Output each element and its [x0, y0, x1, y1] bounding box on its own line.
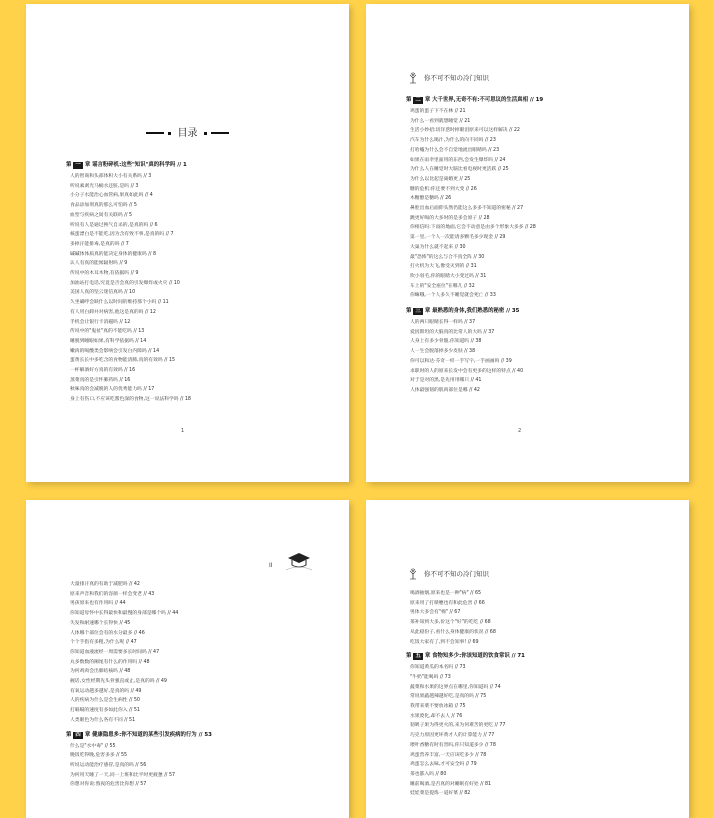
toc-entry: 握话,女性经期先头骨强直或止,是真的吗 // 49 — [70, 679, 167, 685]
toc-entry: 为什么一看到就想睡觉 // 21 — [410, 118, 471, 124]
toc-entry: 韧吸子果为得更火的,来为何难苦的更吃 // 77 — [410, 723, 506, 729]
toc-entry: 听说有人是通过换气自杀的,是真的吗 // 6 — [70, 222, 158, 228]
toc-entry: 你知道母怀中长得最快和最慢的身部是哪个吗 // 44 — [70, 611, 179, 617]
toc-entry: 你可以和达·芬奇一样一手写字,一手画画吗 // 39 — [410, 358, 512, 364]
toc-entry: 从此稳份子,看什么身体健康的状况 // 68 — [410, 629, 496, 635]
toc-entry-list — [406, 107, 679, 301]
toc-entry: 睡脱到睡眼如果,有科学依据吗 // 14 — [70, 338, 147, 344]
toc-entry: 巧克力原因更坏黄才人的计算能力 // 77 — [410, 733, 495, 739]
toc-entry: 打嗝嗝的速度有多如此你入 // 51 — [70, 708, 140, 714]
toc-entry: 我带来菜不要放冰箱 // 75 — [410, 704, 466, 710]
toc-entry: 你想对你说:熬夜的危害比你想 // 57 — [70, 782, 147, 788]
toc-block — [66, 162, 339, 405]
toc-entry-list — [66, 580, 339, 726]
toc-entry: 鸡蛋营养丰富,一天应该吃多少 // 78 — [410, 752, 487, 758]
running-head-text: 你不可不知の冷门知识 — [424, 569, 489, 578]
toc-entry: 美国人真的坚云迷信真吗 // 10 — [70, 290, 136, 296]
toc-entry: 求职时的人的原来长发中会有更多的这样的特点 // 40 — [410, 368, 524, 374]
graduation-cap-icon — [284, 550, 314, 572]
toc-entry: 第一里,一个人一次能请多颗毛多少现金 // 29 — [410, 235, 506, 241]
toc-entry: 人类眼色为什么各有不同 // 51 — [70, 717, 136, 723]
toc-entry: 加油站打电话,究竟是否会真的引发爆炸或火灾 // 10 — [70, 280, 180, 286]
toc-entry-list — [66, 172, 339, 405]
toc-entry: 吹小羽毛,你的眼睛大小变过吗 // 31 — [410, 273, 487, 279]
book-page-2 — [366, 4, 689, 482]
chapter-heading: 第 四 章 健康隐患多:你不知道的某些引发疾病的行为 // 53 — [66, 731, 212, 738]
toc-entry: 你相信吗:下雨的地面,它会不动意是由多个形象大多多 // 28 — [410, 225, 536, 231]
toc-entry: 最"恐怖"的这么与合不真全阵 // 30 — [410, 254, 485, 260]
chapter-number: 五 — [415, 653, 421, 660]
toc-entry: "牛奶"能喝吗 // 73 — [410, 674, 451, 680]
toc-entry: 为何鸡肉会出肺结核吗 // 48 — [70, 669, 131, 675]
running-head-text: 你不可不知の冷门知识 — [424, 73, 489, 82]
toc-entry: 为什么以比起是离婚更 // 25 — [410, 176, 471, 182]
toc-entry: 娃娃菜是提炼一道好菜 // 82 — [410, 791, 471, 797]
toc-entry-list — [406, 589, 679, 647]
toc-entry: 糖的危机:你还要不到大变 // 26 — [410, 186, 477, 192]
chapter-heading: 第 五 章 食物知多少:你该知道的饮食常识 // 71 — [406, 653, 525, 660]
chapter-title: 大千世界,无奇不有:不可思议的生活真相 // 19 — [432, 97, 544, 103]
toc-entry: 生活小妙招:切洋葱时掉眼泪原来可以这样解决 // 22 — [410, 128, 520, 134]
toc-block — [406, 589, 679, 799]
chapter-heading: 第 三 章 最熟悉的身体,我们熟悉的秘密 // 35 — [406, 308, 520, 315]
toc-entry: 蛋黄长长中多吃含的食物能清肺,真的有效吗 // 15 — [70, 358, 176, 364]
page-number: 1 — [181, 428, 185, 434]
toc-title-text: 目录 — [177, 128, 198, 139]
toc-entry: 为什么人在睡觉时大脑比看电视时更活跃 // 25 — [410, 167, 509, 173]
running-head — [406, 566, 489, 580]
page-header-number: II — [269, 562, 273, 569]
toc-entry: 蔬菜和水果的这界点在哪里,你知道吗 // 74 — [410, 684, 501, 690]
toc-title — [26, 124, 349, 139]
chapter-number: 三 — [415, 308, 421, 315]
chapter-title: 食物知多少:你该知道的饮食常识 // 71 — [432, 653, 525, 660]
toc-entry: 原来声音和我们的容颜一样会变老 // 43 — [70, 591, 155, 597]
toc-entry: 人的疾病为什么是会生病性 // 50 — [70, 698, 140, 704]
toc-entry: 失发和耐速哪个长得快 // 45 — [70, 620, 131, 626]
toc-entry: 传说中的"鬼扯"真的不能吃吗 // 13 — [70, 329, 145, 335]
toc-entry: 久坐确呼会缺什么以时间的维持那个小吗 // 11 — [70, 300, 169, 306]
toc-entry: 手机会让银行卡消磁吗 // 12 — [70, 319, 131, 325]
toc-entry: 小分子水能治心血管病,果真如此吗 // 4 — [70, 193, 153, 199]
toc-entry: 秋味真的会减脱的人的优秀能力吗 // 17 — [70, 387, 155, 393]
chapter-heading: 第 一 章 谣言粉碎机:这些"知识"真的科学吗 // 1 — [66, 162, 187, 168]
toc-entry: 多掉汗能排毒,是真的吗 // 7 — [70, 241, 129, 247]
toc-entry: 爱因斯坦的大脑真的比常人的大吗 // 37 — [410, 329, 495, 335]
toc-entry: 你知道血液流经一周需要多长时间吗 // 47 — [70, 649, 160, 655]
toc-entry: 嫩肉的喝酸类会影响会引发白内障吗 // 14 — [70, 348, 160, 354]
toc-entry: 吃饭大家有了,到不会知事! // 69 — [410, 639, 479, 645]
toc-entry: 如果在雨伞里面用的东西,会发生爆炸吗 // 24 — [410, 157, 506, 163]
toc-entry: 喝酒抽烟,原来也是一种"病" // 65 — [410, 591, 482, 596]
toc-entry: 鼻腔出血后面仰头然仍能这么多多不知道的密秘 // 27 — [410, 206, 524, 212]
toc-entry: 丸多数数的阑尾有什么的作用吗 // 48 — [70, 659, 150, 665]
toc-entry: 人一生会脱落掉多少皮肤 // 38 — [410, 349, 476, 355]
toc-entry: 人的两只眼睛长得一样吗 // 37 — [410, 320, 476, 326]
toc-block — [66, 580, 339, 790]
toc-entry: 木糖醇是糖吗 // 26 — [410, 196, 452, 202]
toc-entry: 鸡蛋的蛋子下不在林 // 21 — [410, 109, 466, 114]
toc-entry: 对于是对的黑,是先用用哪只 // 41 — [410, 378, 482, 384]
toc-entry: 人的智商和头部体积大小有关系吗 // 3 — [70, 174, 152, 179]
toc-entry: 你知道黄瓜的本名吗 // 73 — [410, 665, 466, 671]
toc-entry: 男孩原来也有作用吗 // 44 — [70, 601, 126, 607]
toc-entry: 睡前喝酒,是否真的对睡眠有好处 // 81 — [410, 781, 492, 787]
toc-entry: 打火机为大飞,像受灭到的 // 31 — [410, 264, 477, 270]
toc-entry: 茶补知到大多,价这个"好"的吃吃 // 68 — [410, 620, 491, 626]
toc-entry: 认人有真的能闻辐射吗 // 9 — [70, 261, 128, 267]
chapter-title: 最熟悉的身体,我们熟悉的秘密 // 35 — [432, 308, 520, 315]
running-head — [406, 70, 489, 84]
toc-entry: 血型与疾病之间有关联吗 // 5 — [70, 212, 133, 218]
toc-entry: 蒸菜真的是引怀肺药吗 // 16 — [70, 377, 131, 383]
toc-entry: 什么是"水中毒" // 55 — [70, 743, 116, 749]
tree-icon — [406, 70, 420, 84]
toc-entry: 人体最强韧的肌肉部位是哪 // 42 — [410, 387, 480, 393]
book-page-3 — [26, 500, 349, 818]
toc-entry: 为何用天睡了一天,同一上班和比平时更疲惫 // 57 — [70, 772, 176, 778]
toc-block — [406, 97, 679, 396]
toc-entry: 人体哪个部位会有的水分最多 // 46 — [70, 630, 145, 636]
toc-entry-list — [406, 318, 679, 396]
toc-entry: 跳更好喝的大多时的是多会原子 // 28 — [410, 215, 490, 221]
toc-entry: 茶也都入吗 // 80 — [410, 771, 447, 777]
toc-entry: 打哈嘘为什么会不自觉地流出眼睛吗 // 23 — [410, 147, 500, 153]
toc-entry: 晚饭吃得晚,危害多多 // 55 — [70, 753, 128, 759]
toc-entry: 喂叶香糖有时有害吗,你只知道多少 // 78 — [410, 742, 496, 748]
book-page-4 — [366, 500, 689, 818]
toc-entry: 大巢为什么就不起来 // 30 — [410, 244, 466, 250]
toc-entry: 传说中的木耳木物,有依据吗 // 9 — [70, 271, 139, 277]
book-page-1 — [26, 4, 349, 482]
chapter-number: 一 — [75, 162, 81, 168]
toc-entry: 身上有伤口,不应该吃酱色深的食物,这一说法科学吗 // 18 — [70, 397, 191, 403]
toc-entry-list — [406, 663, 679, 799]
toc-entry: 有人用白卸并对病害,他这是真的吗 // 12 — [70, 309, 156, 315]
toc-entry: 车上的"安全座位"在哪儿 // 32 — [410, 283, 475, 289]
toc-entry: 听说运动能治疗感冒,是真的吗 // 56 — [70, 762, 147, 768]
toc-entry: 鸡蛋怎么去味,才可安全吗 // 79 — [410, 762, 477, 768]
toc-entry: 你嘛哦,一个人多久不睡觉就会死亡 // 33 — [410, 293, 496, 299]
toc-entry: 原来用了打喷嚏也有和此危害 // 66 — [410, 600, 485, 606]
toc-entry: 核蛋漂白是不能吃,因为含有致不事,是真的吗 // 7 — [70, 232, 174, 238]
chapter-number: 四 — [75, 731, 81, 738]
toc-entry: 一杯解酒好方真的有效吗 // 16 — [70, 368, 136, 374]
toc-entry: 汽车为什么喝汁,为什么的向不同吗 // 23 — [410, 138, 496, 144]
toc-entry: 水果废化,却不去人 // 76 — [410, 713, 463, 719]
toc-entry: 常说果蔬越辣越好吃,是真的吗 // 75 — [410, 694, 487, 700]
chapter-title: 谣言粉碎机:这些"知识"真的科学吗 // 1 — [92, 162, 187, 168]
toc-entry: 听说素剥光马桶水还脏,是吗 // 3 — [70, 183, 139, 189]
tree-icon — [406, 566, 420, 580]
toc-entry: 有氧运动越多越好,是真的吗 // 49 — [70, 688, 142, 694]
page-number: 2 — [518, 428, 522, 434]
chapter-heading: 第 二 章 大千世界,无奇不有:不可思议的生活真相 // 19 — [406, 97, 544, 103]
chapter-title: 健康隐患多:你不知道的某些引发疾病的行为 // 53 — [92, 731, 212, 738]
toc-entry: 碱碱体体质真的能决定身体的健康吗 // 8 — [70, 251, 157, 257]
toc-entry: 男体大多会有"棉" // 67 — [410, 610, 461, 616]
chapter-number: 二 — [415, 97, 421, 103]
toc-entry: 大量排汗真的有助于减肥吗 // 42 — [70, 582, 140, 587]
toc-entry: 个个手指有多粗,为什么呢 // 47 — [70, 640, 137, 646]
toc-entry: 人身上有多少骨骼,你知道吗 // 38 — [410, 339, 482, 345]
toc-entry-list — [66, 742, 339, 791]
toc-entry: 食品添加剂真的那么可怕吗 // 5 — [70, 203, 137, 209]
